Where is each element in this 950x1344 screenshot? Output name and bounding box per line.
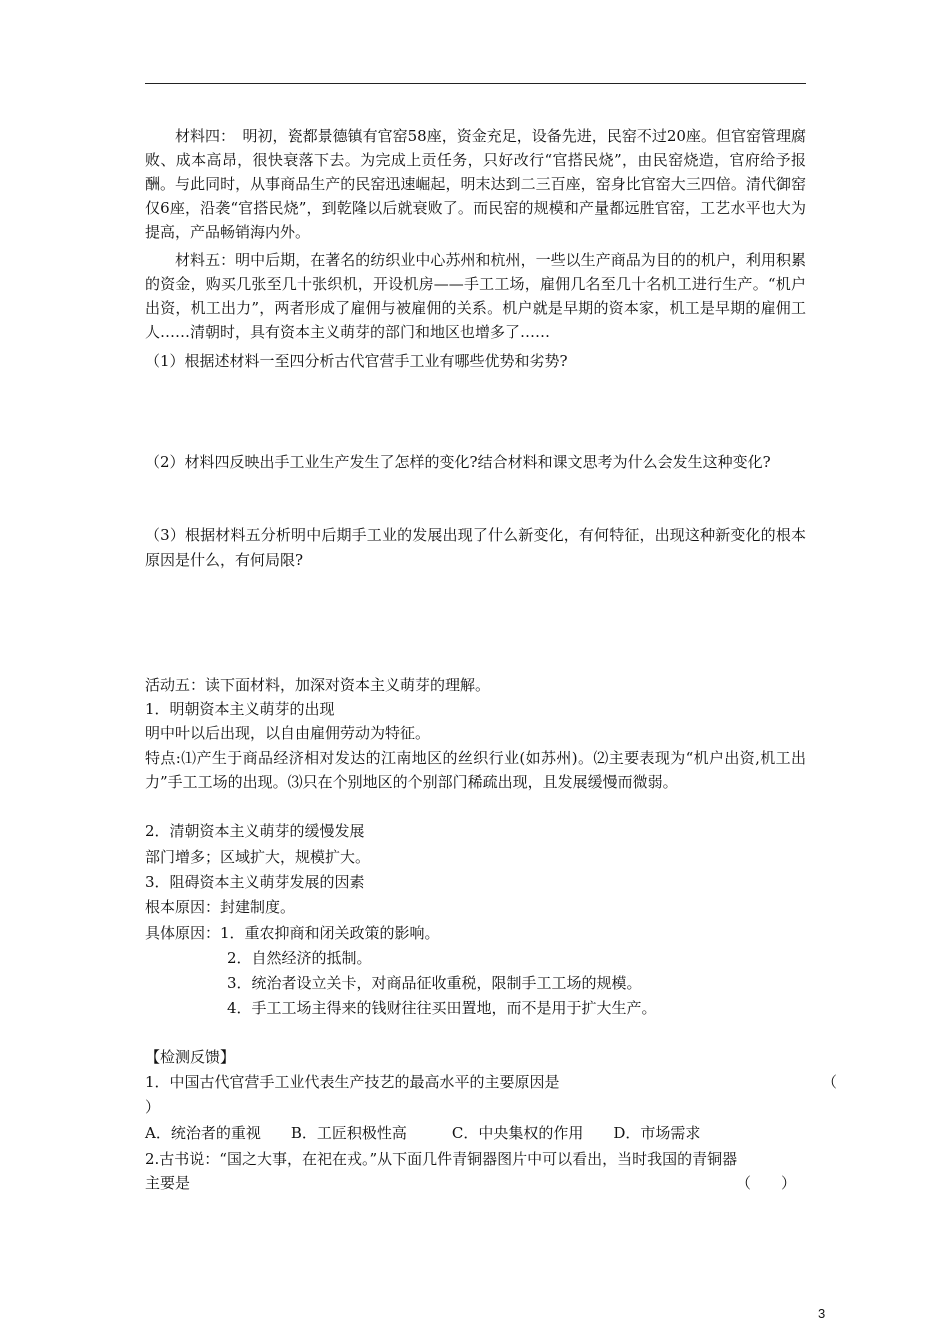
section-text-1: 明中叶以后出现，以自由雇佣劳动为特征。 (145, 724, 431, 742)
question-3: （3）根据材料五分析明中后期手工业的发展出现了什么新变化，有何特征，出现这种新变化的根本原因是什么，有何局限? (145, 526, 806, 569)
answer-paren-close: ） (145, 1098, 161, 1116)
feedback-question-2-cont: 主要是 (145, 1174, 191, 1192)
cause-item-2: 2．自然经济的抵制。 (227, 949, 372, 967)
specific-causes: 具体原因：1．重农抑商和闭关政策的影响。 (145, 924, 440, 942)
header-rule (145, 83, 806, 84)
cause-item-4: 4．手工工场主得来的钱财往往买田置地，而不是用于扩大生产。 (227, 999, 657, 1017)
feedback-question-1-options: A．统治者的重视 B．工匠积极性高 C．中央集权的作用 D．市场需求 (145, 1124, 701, 1142)
material-five: 材料五：明中后期，在著名的纺织业中心苏州和杭州，一些以生产商品为目的的机户，利用积累的资金，购买几张至几十张织机，开设机房——手工工场，雇佣几名至几十名机工进行生产。“机户出资，机工出力”，两者形成了雇佣与被雇佣的关系。机户就是早期的资本家，机工是早期的雇佣工人……清朝时，具有资本主义萌芽的部门和地区也增多了…… (145, 251, 806, 341)
section-heading-1: 1．明朝资本主义萌芽的出现 (145, 700, 335, 718)
cause-item-3: 3．统治者设立关卡，对商品征收重税，限制手工工场的规模。 (227, 974, 642, 992)
answer-paren: （ ） (736, 1174, 797, 1192)
section-text-2: 部门增多；区域扩大，规模扩大。 (145, 848, 371, 866)
feedback-question-2: 2.古书说：“国之大事，在祀在戎。”从下面几件青铜器图片中可以看出，当时我国的青铜器 (145, 1150, 738, 1168)
activity-five-title: 活动五：读下面材料，加深对资本主义萌芽的理解。 (145, 676, 491, 694)
question-2: （2）材料四反映出手工业生产发生了怎样的变化?结合材料和课文思考为什么会发生这种变化? (145, 453, 771, 471)
section-heading-2: 2．清朝资本主义萌芽的缓慢发展 (145, 822, 365, 840)
root-cause: 根本原因：封建制度。 (145, 898, 296, 916)
features-paragraph: 特点:⑴产生于商品经济相对发达的江南地区的丝织行业(如苏州)。⑵主要表现为“机户出资,机工出力”手工工场的出现。⑶只在个别地区的个别部门稀疏出现，且发展缓慢而微弱。 (145, 749, 806, 791)
question-1: （1）根据述材料一至四分析古代官营手工业有哪些优势和劣势? (145, 352, 568, 370)
material-four: 材料四： 明初，瓷都景德镇有官窑58座，资金充足，设备先进，民窑不过20座。但官窑管理腐败、成本高昂，很快衰落下去。为完成上贡任务，只好改行“官搭民烧”，由民窑烧造，官府给予报酬。与此同时，从事商品生产的民窑迅速崛起，明末达到二三百座，窑身比官窑大三四倍。清代御窑仅6座，沿袭“官搭民烧”，到乾隆以后就衰败了。而民窑的规模和产量都远胜官窑，工艺水平也大为提高，产品畅销海内外。 (145, 127, 806, 241)
page-number: 3 (818, 1306, 826, 1321)
feedback-question-1: 1．中国古代官营手工业代表生产技艺的最高水平的主要原因是 (145, 1073, 560, 1091)
feedback-title: 【检测反馈】 (145, 1048, 236, 1066)
answer-paren-open: （ (822, 1073, 838, 1091)
section-heading-3: 3．阻碍资本主义萌芽发展的因素 (145, 873, 365, 891)
